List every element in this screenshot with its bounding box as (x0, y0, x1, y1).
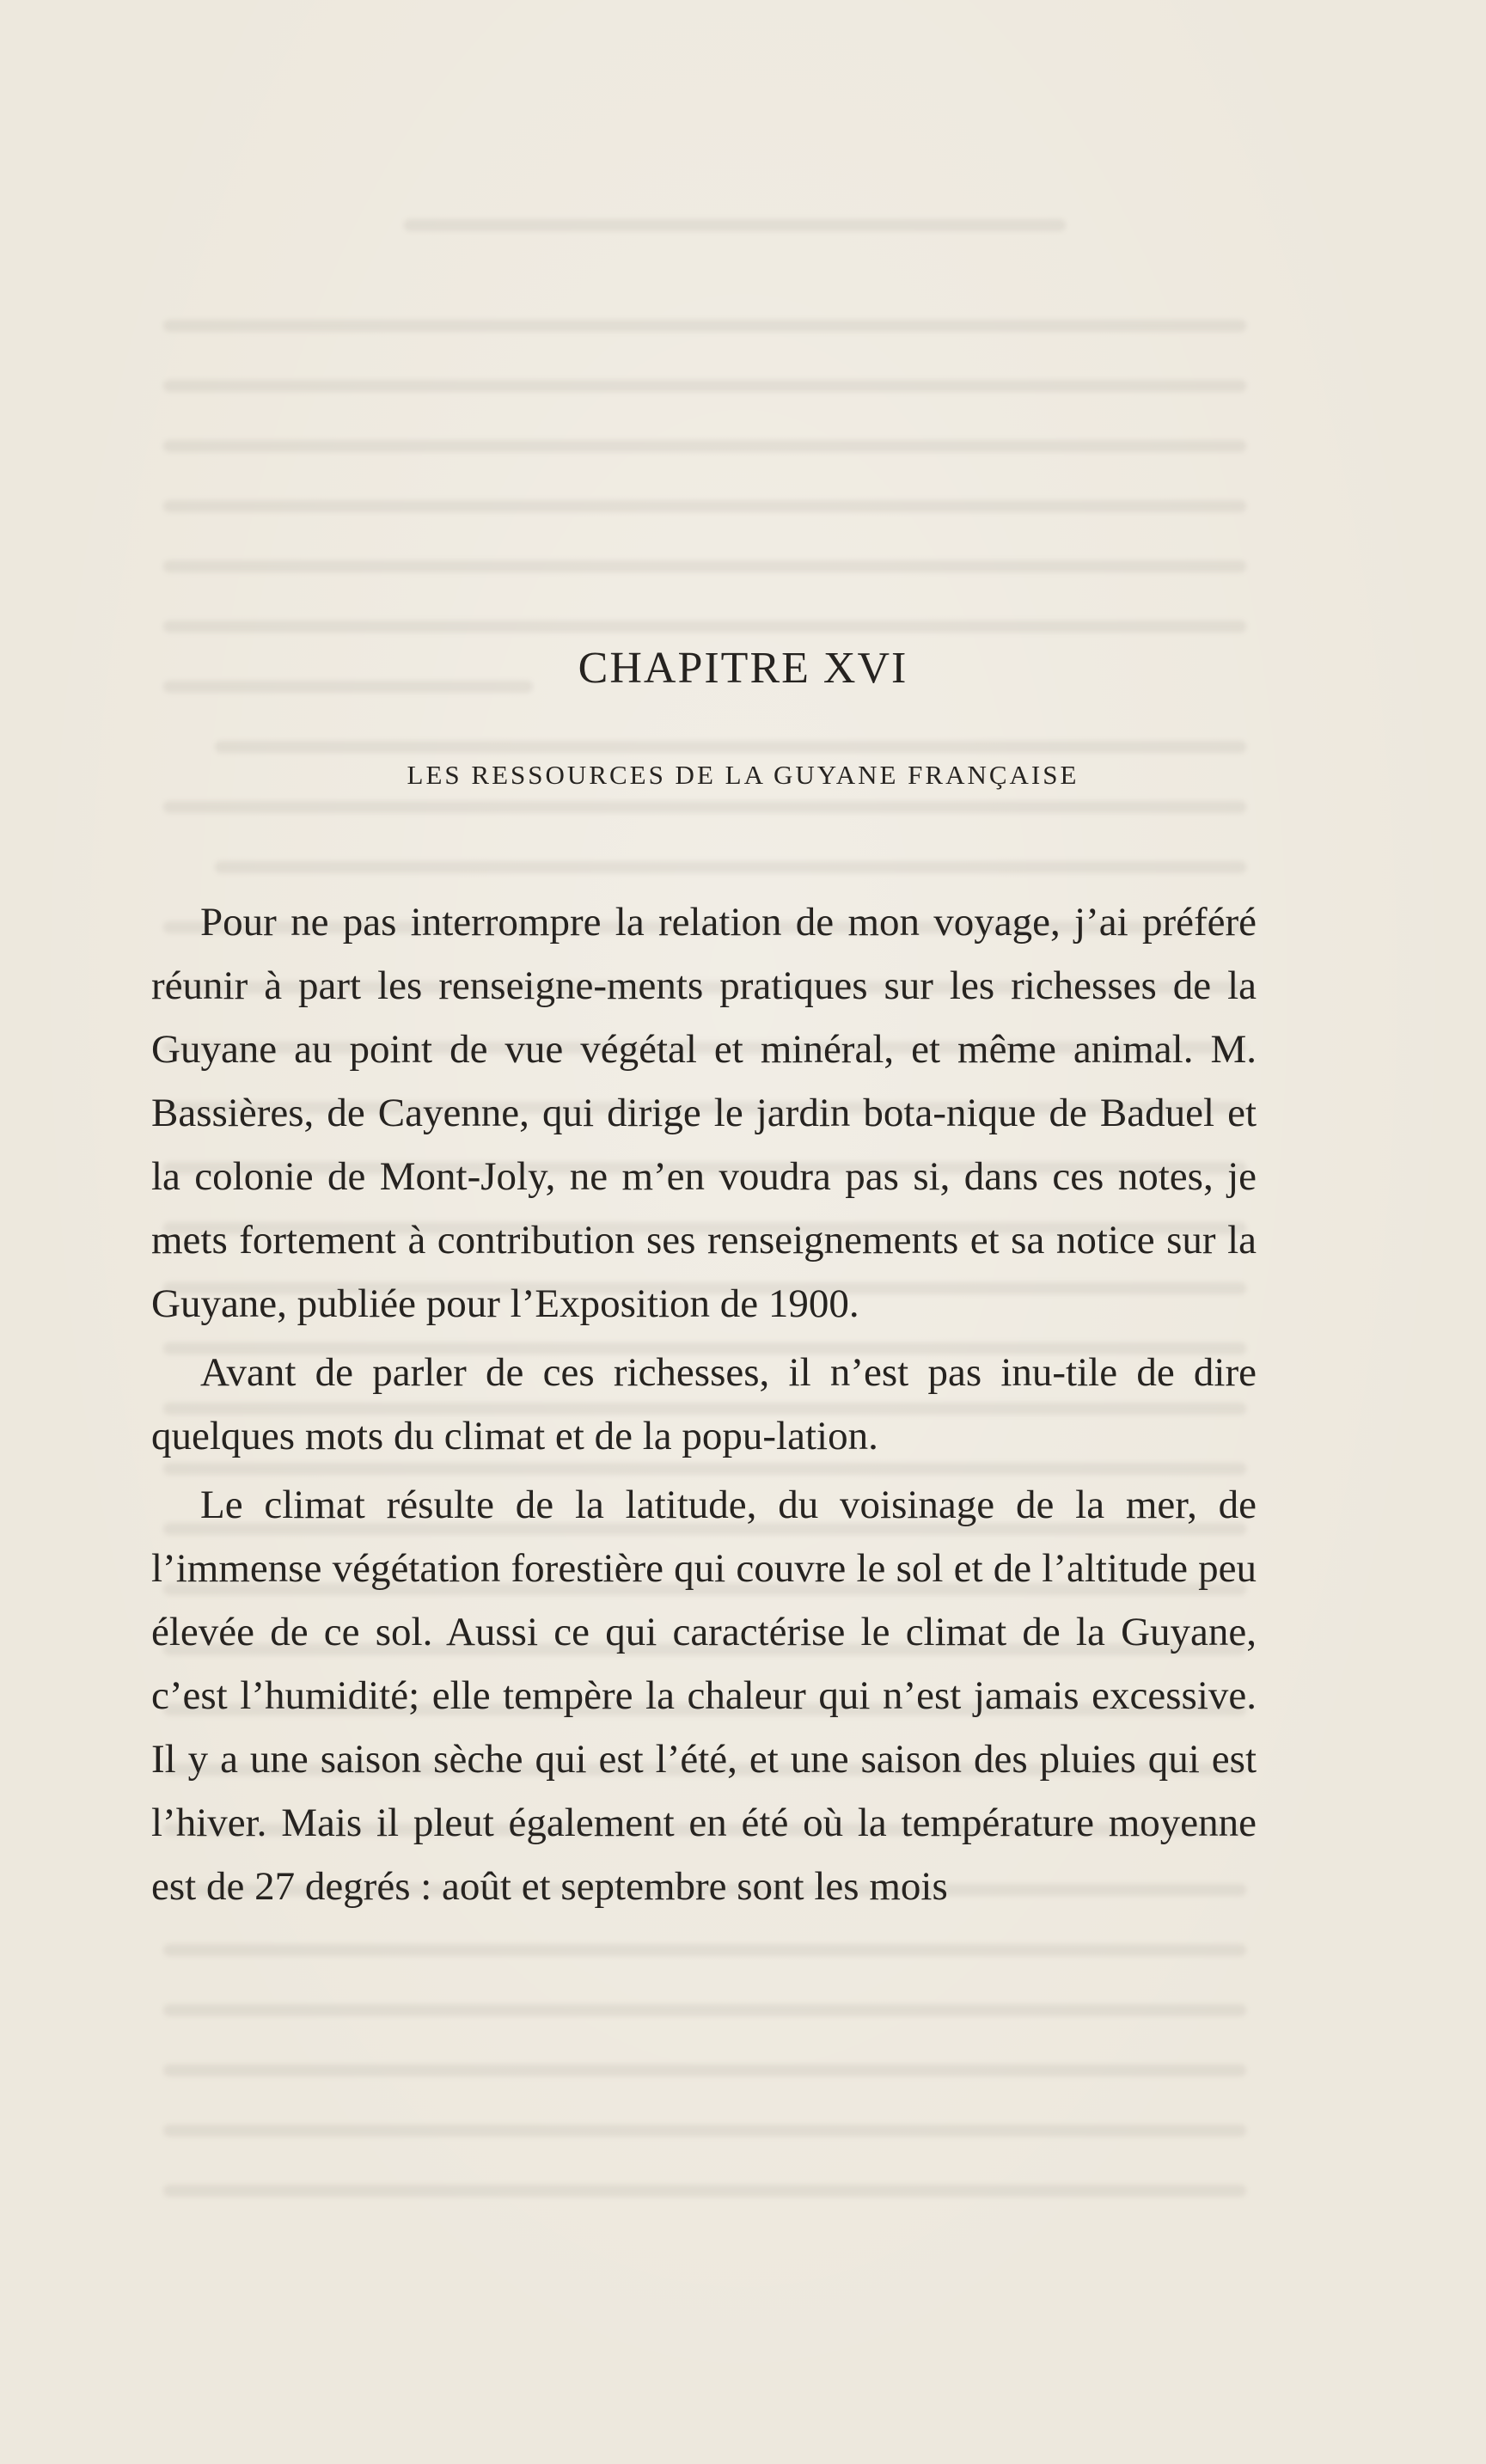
paragraph: Avant de parler de ces richesses, il n’est pas inu-tile de dire quelques mots du climat et de la popu-lation. (151, 1350, 1257, 1458)
paragraph: Pour ne pas interrompre la relation de mon voyage, j’ai préféré réunir à part les renseigne-ments pratiques sur les richesses de la Guyane au point de vue végétal et minéral, et même animal. M. Bassières, de Cayenne, qui dirige le jardin bota-nique de Baduel et la colonie de Mont-Joly, ne m’en voudra pas si, dans ces notes, je mets fortement à contribution ses renseignements et sa notice sur la Guyane, publiée pour l’Exposition de 1900. (151, 900, 1257, 1326)
paragraph: Le climat résulte de la latitude, du voisinage de la mer, de l’immense végétation forestière qui couvre le sol et de l’altitude peu élevée de ce sol. Aussi ce qui caractérise le climat de la Guyane, c’est l’humidité; elle tempère la chaleur qui n’est jamais excessive. Il y a une saison sèche qui est l’été, et une saison des pluies qui est l’hiver. Mais il pleut également en été où la température moyenne est de 27 degrés : août et septembre sont les mois (151, 1483, 1257, 1909)
body-text (151, 890, 1257, 1923)
chapter-subtitle: LES RESSOURCES DE LA GUYANE FRANÇAISE (407, 760, 1079, 790)
chapter-title: CHAPITRE XVI (578, 644, 908, 693)
